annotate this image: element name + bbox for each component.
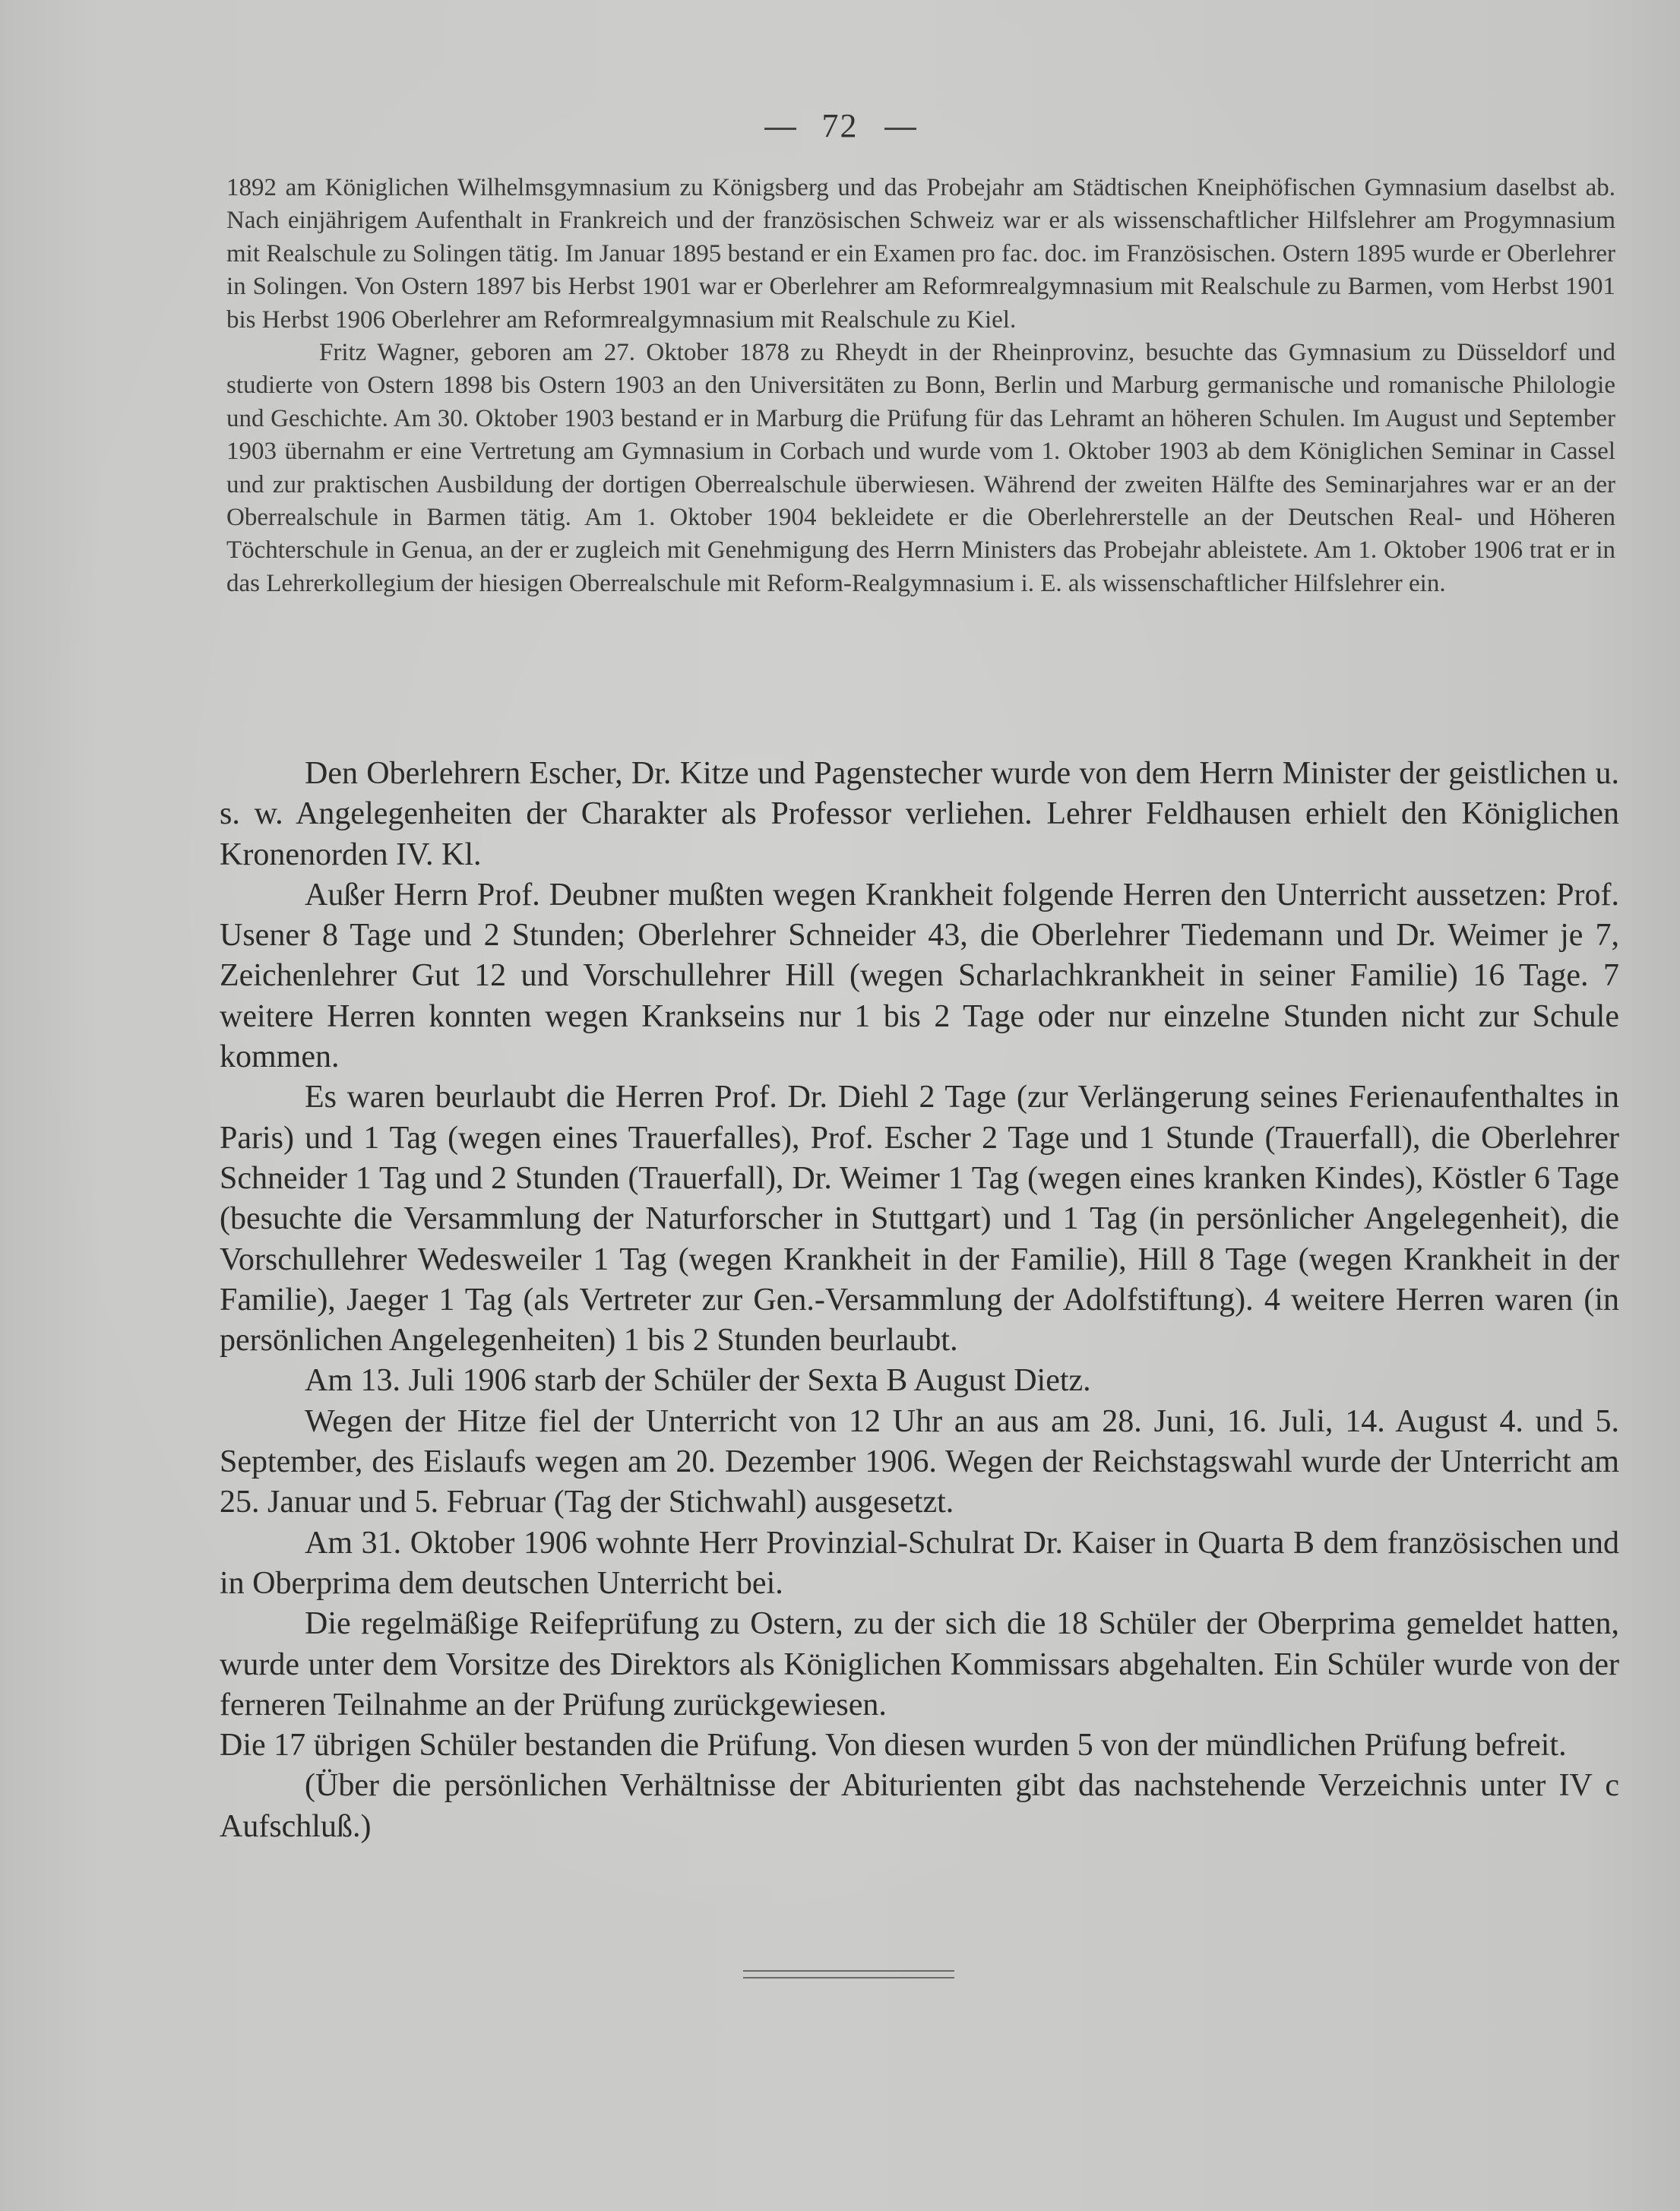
paragraph-inspection: Am 31. Oktober 1906 wohnte Herr Provinzial-Schulrat Dr. Kaiser in Quarta B dem französischen und in Oberprima dem deutschen Unterricht bei.	[220, 1525, 1619, 1601]
page-number: 72	[821, 107, 859, 144]
paragraph-professor-titles: Den Oberlehrern Escher, Dr. Kitze und Pagenstecher wurde von dem Herrn Minister der geistlichen u. s. w. Angelegenheiten der Charakter als Professor verliehen. Lehrer Feldhausen erhielt den Königlichen Kronenorden IV. Kl.	[220, 756, 1619, 872]
page-number-dash-right	[884, 128, 916, 130]
paragraph-cancelled-lessons: Wegen der Hitze fiel der Unterricht von 12 Uhr an aus am 28. Juni, 16. Juli, 14. August 4. und 5. September, des Eislaufs wegen am 20. Dezember 1906. Wegen der Reichstagswahl wurde der Unterricht am 25. Januar und 5. Februar (Tag der Stichwahl) ausgesetzt.	[220, 1403, 1619, 1520]
end-divider	[743, 1970, 954, 1979]
paragraph-final-exam: Die regelmäßige Reifeprüfung zu Ostern, zu der sich die 18 Schüler der Oberprima gemeldet hatten, wurde unter dem Vorsitze des Direktors als Königlichen Kommissars abgehalten. Ein Schüler wurde von der ferneren Teilnahme an der Prüfung zurückgewiesen.	[220, 1606, 1619, 1722]
paragraph-leaves: Es waren beurlaubt die Herren Prof. Dr. Diehl 2 Tage (zur Verlängerung seines Ferienaufenthaltes in Paris) und 1 Tag (wegen eines Trauerfalles), Prof. Escher 2 Tage und 1 Stunde (Trauerfall), die Oberlehrer Schneider 1 Tag und 2 Stunden (Trauerfall), Dr. Weimer 1 Tag (wegen eines kranken Kindes), Köstler 6 Tage (besuchte die Versammlung der Naturforscher in Stuttgart) und 1 Tag (in persönlicher Angelegenheit), die Vorschullehrer Wedesweiler 1 Tag (wegen Krankheit in der Familie), Hill 8 Tage (wegen Krankheit in der Familie), Jaeger 1 Tag (als Vertreter zur Gen.-Versammlung der Adolfstiftung). 4 weitere Herren waren (in persönlichen Angelegenheiten) 1 bis 2 Stunden beurlaubt.	[220, 1080, 1619, 1359]
paragraph-student-death: Am 13. Juli 1906 starb der Schüler der Sexta B August Dietz.	[305, 1363, 1091, 1399]
paragraph-exam-results: Die 17 übrigen Schüler bestanden die Prüfung. Von diesen wurden 5 von der mündlichen Prüfung befreit.	[220, 1728, 1567, 1763]
biography-block	[226, 172, 1615, 600]
page-number-header	[0, 106, 1680, 145]
paragraph-illness-absences: Außer Herrn Prof. Deubner mußten wegen Krankheit folgende Herren den Unterricht aussetzen: Prof. Usener 8 Tage und 2 Stunden; Oberlehrer Schneider 43, die Oberlehrer Tiedemann und Dr. Weimer je 7, Zeichenlehrer Gut 12 und Vorschullehrer Hill (wegen Scharlachkrankheit in seiner Familie) 16 Tage. 7 weitere Herren konnten wegen Krankseins nur 1 bis 2 Tage oder nur einzelne Stunden nicht zur Schule kommen.	[220, 877, 1619, 1075]
biography-paragraph-continued: 1892 am Königlichen Wilhelmsgymnasium zu Königsberg und das Probejahr am Städtischen Kneiphöfischen Gymnasium daselbst ab. Nach einjährigem Aufenthalt in Frankreich und der französischen Schweiz war er als wissenschaftlicher Hilfslehrer am Progymnasium mit Realschule zu Solingen tätig. Im Januar 1895 bestand er ein Examen pro fac. doc. im Französischen. Ostern 1895 wurde er Oberlehrer in Solingen. Von Ostern 1897 bis Herbst 1901 war er Oberlehrer am Reformrealgymnasium mit Realschule zu Barmen, vom Herbst 1901 bis Herbst 1906 Oberlehrer am Reformrealgymnasium mit Realschule zu Kiel.	[226, 174, 1615, 334]
biography-paragraph-wagner: Fritz Wagner, geboren am 27. Oktober 1878 zu Rheydt in der Rheinprovinz, besuchte das Gymnasium zu Düsseldorf und studierte von Ostern 1898 bis Ostern 1903 an den Universitäten zu Bonn, Berlin und Marburg germanische und romanische Philologie und Geschichte. Am 30. Oktober 1903 bestand er in Marburg die Prüfung für das Lehramt an höheren Schulen. Im August und September 1903 übernahm er eine Vertretung am Gymnasium in Corbach und wurde vom 1. Oktober 1903 ab dem Königlichen Seminar in Cassel und zur praktischen Ausbildung der dortigen Oberrealschule überwiesen. Während der zweiten Hälfte des Seminarjahres war er an der Oberrealschule in Barmen tätig. Am 1. Oktober 1904 bekleidete er die Oberlehrerstelle an der Deutschen Real- und Höheren Töchterschule in Genua, an der er zugleich mit Genehmigung des Herrn Ministers das Probejahr ableistete. Am 1. Oktober 1906 trat er in das Lehrerkollegium der hiesigen Oberrealschule mit Reform-Realgymnasium i. E. als wissenschaftlicher Hilfslehrer ein.	[226, 339, 1615, 597]
school-chronicle-block	[220, 754, 1619, 1847]
page-number-dash-left	[764, 128, 796, 130]
paragraph-graduates-note: (Über die persönlichen Verhältnisse der Abiturienten gibt das nachstehende Verzeichnis unter IV c Aufschluß.)	[220, 1768, 1619, 1844]
